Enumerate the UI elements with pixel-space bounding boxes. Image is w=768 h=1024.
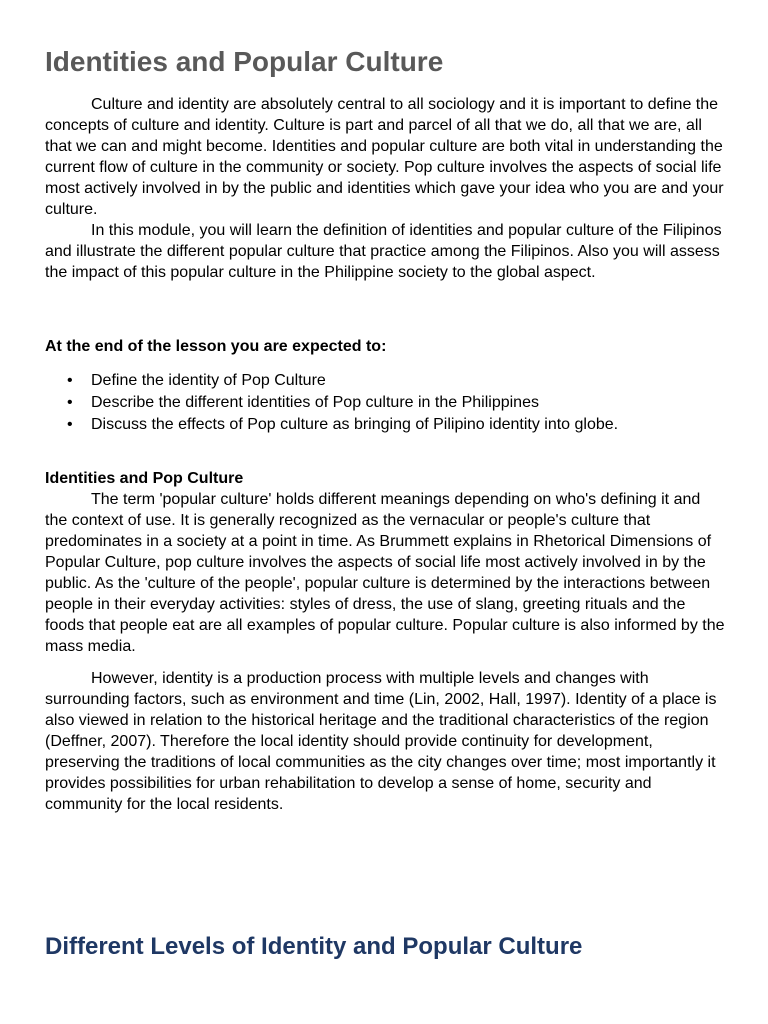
objective-text: Describe the different identities of Pop culture in the Philippines	[91, 394, 539, 411]
objective-text: Discuss the effects of Pop culture as bringing of Pilipino identity into globe.	[91, 416, 619, 433]
next-section-heading: Different Levels of Identity and Popular Culture	[45, 933, 583, 960]
section-paragraph-1: The term 'popular culture' holds different meanings depending on who's defining it and the context of use. It is generally recognized as the vernacular or people's culture that predominates in a society at a point in time. As Brummett explains in Rhetorical Dimensions of Popular Culture, pop culture involves the aspects of social life most actively involved in by the public. As the 'culture of the people', popular culture is determined by the interactions between people in their everyday activities: styles of dress, the use of slang, greeting rituals and the foods that people eat are all examples of popular culture. Popular culture is also informed by the mass media.	[45, 491, 725, 655]
objective-item	[45, 370, 725, 392]
objective-text: Define the identity of Pop Culture	[91, 372, 326, 389]
objective-item	[45, 414, 725, 436]
section-heading: Identities and Pop Culture	[45, 470, 244, 487]
page-title: Identities and Popular Culture	[45, 46, 444, 77]
bullet-icon: •	[67, 372, 73, 389]
identities-section	[45, 468, 725, 815]
intro-section	[45, 94, 725, 283]
objectives-heading: At the end of the lesson you are expected to:	[45, 338, 387, 355]
bullet-icon: •	[67, 416, 73, 433]
objective-item	[45, 392, 725, 414]
section-paragraph-2: However, identity is a production process with multiple levels and changes with surrounding factors, such as environment and time (Lin, 2002, Hall, 1997). Identity of a place is also viewed in relation to the historical heritage and the traditional characteristics of the region (Deffner, 2007). Therefore the local identity should provide continuity for development, preserving the traditions of local communities as the city changes over time; most importantly it provides possibilities for urban rehabilitation to develop a sense of home, security and community for the local residents.	[45, 670, 717, 813]
objectives-list	[45, 370, 725, 436]
intro-paragraph-1: Culture and identity are absolutely central to all sociology and it is important to define the concepts of culture and identity. Culture is part and parcel of all that we do, all that we are, all that we can and might become. Identities and popular culture are both vital in understanding the current flow of culture in the community or society. Pop culture involves the aspects of social life most actively involved in by the public and identities which gave your idea who you are and your culture.	[45, 96, 724, 218]
bullet-icon: •	[67, 394, 73, 411]
intro-paragraph-2: In this module, you will learn the definition of identities and popular culture of the Filipinos and illustrate the different popular culture that practice among the Filipinos. Also you will assess the impact of this popular culture in the Philippine society to the global aspect.	[45, 222, 722, 281]
